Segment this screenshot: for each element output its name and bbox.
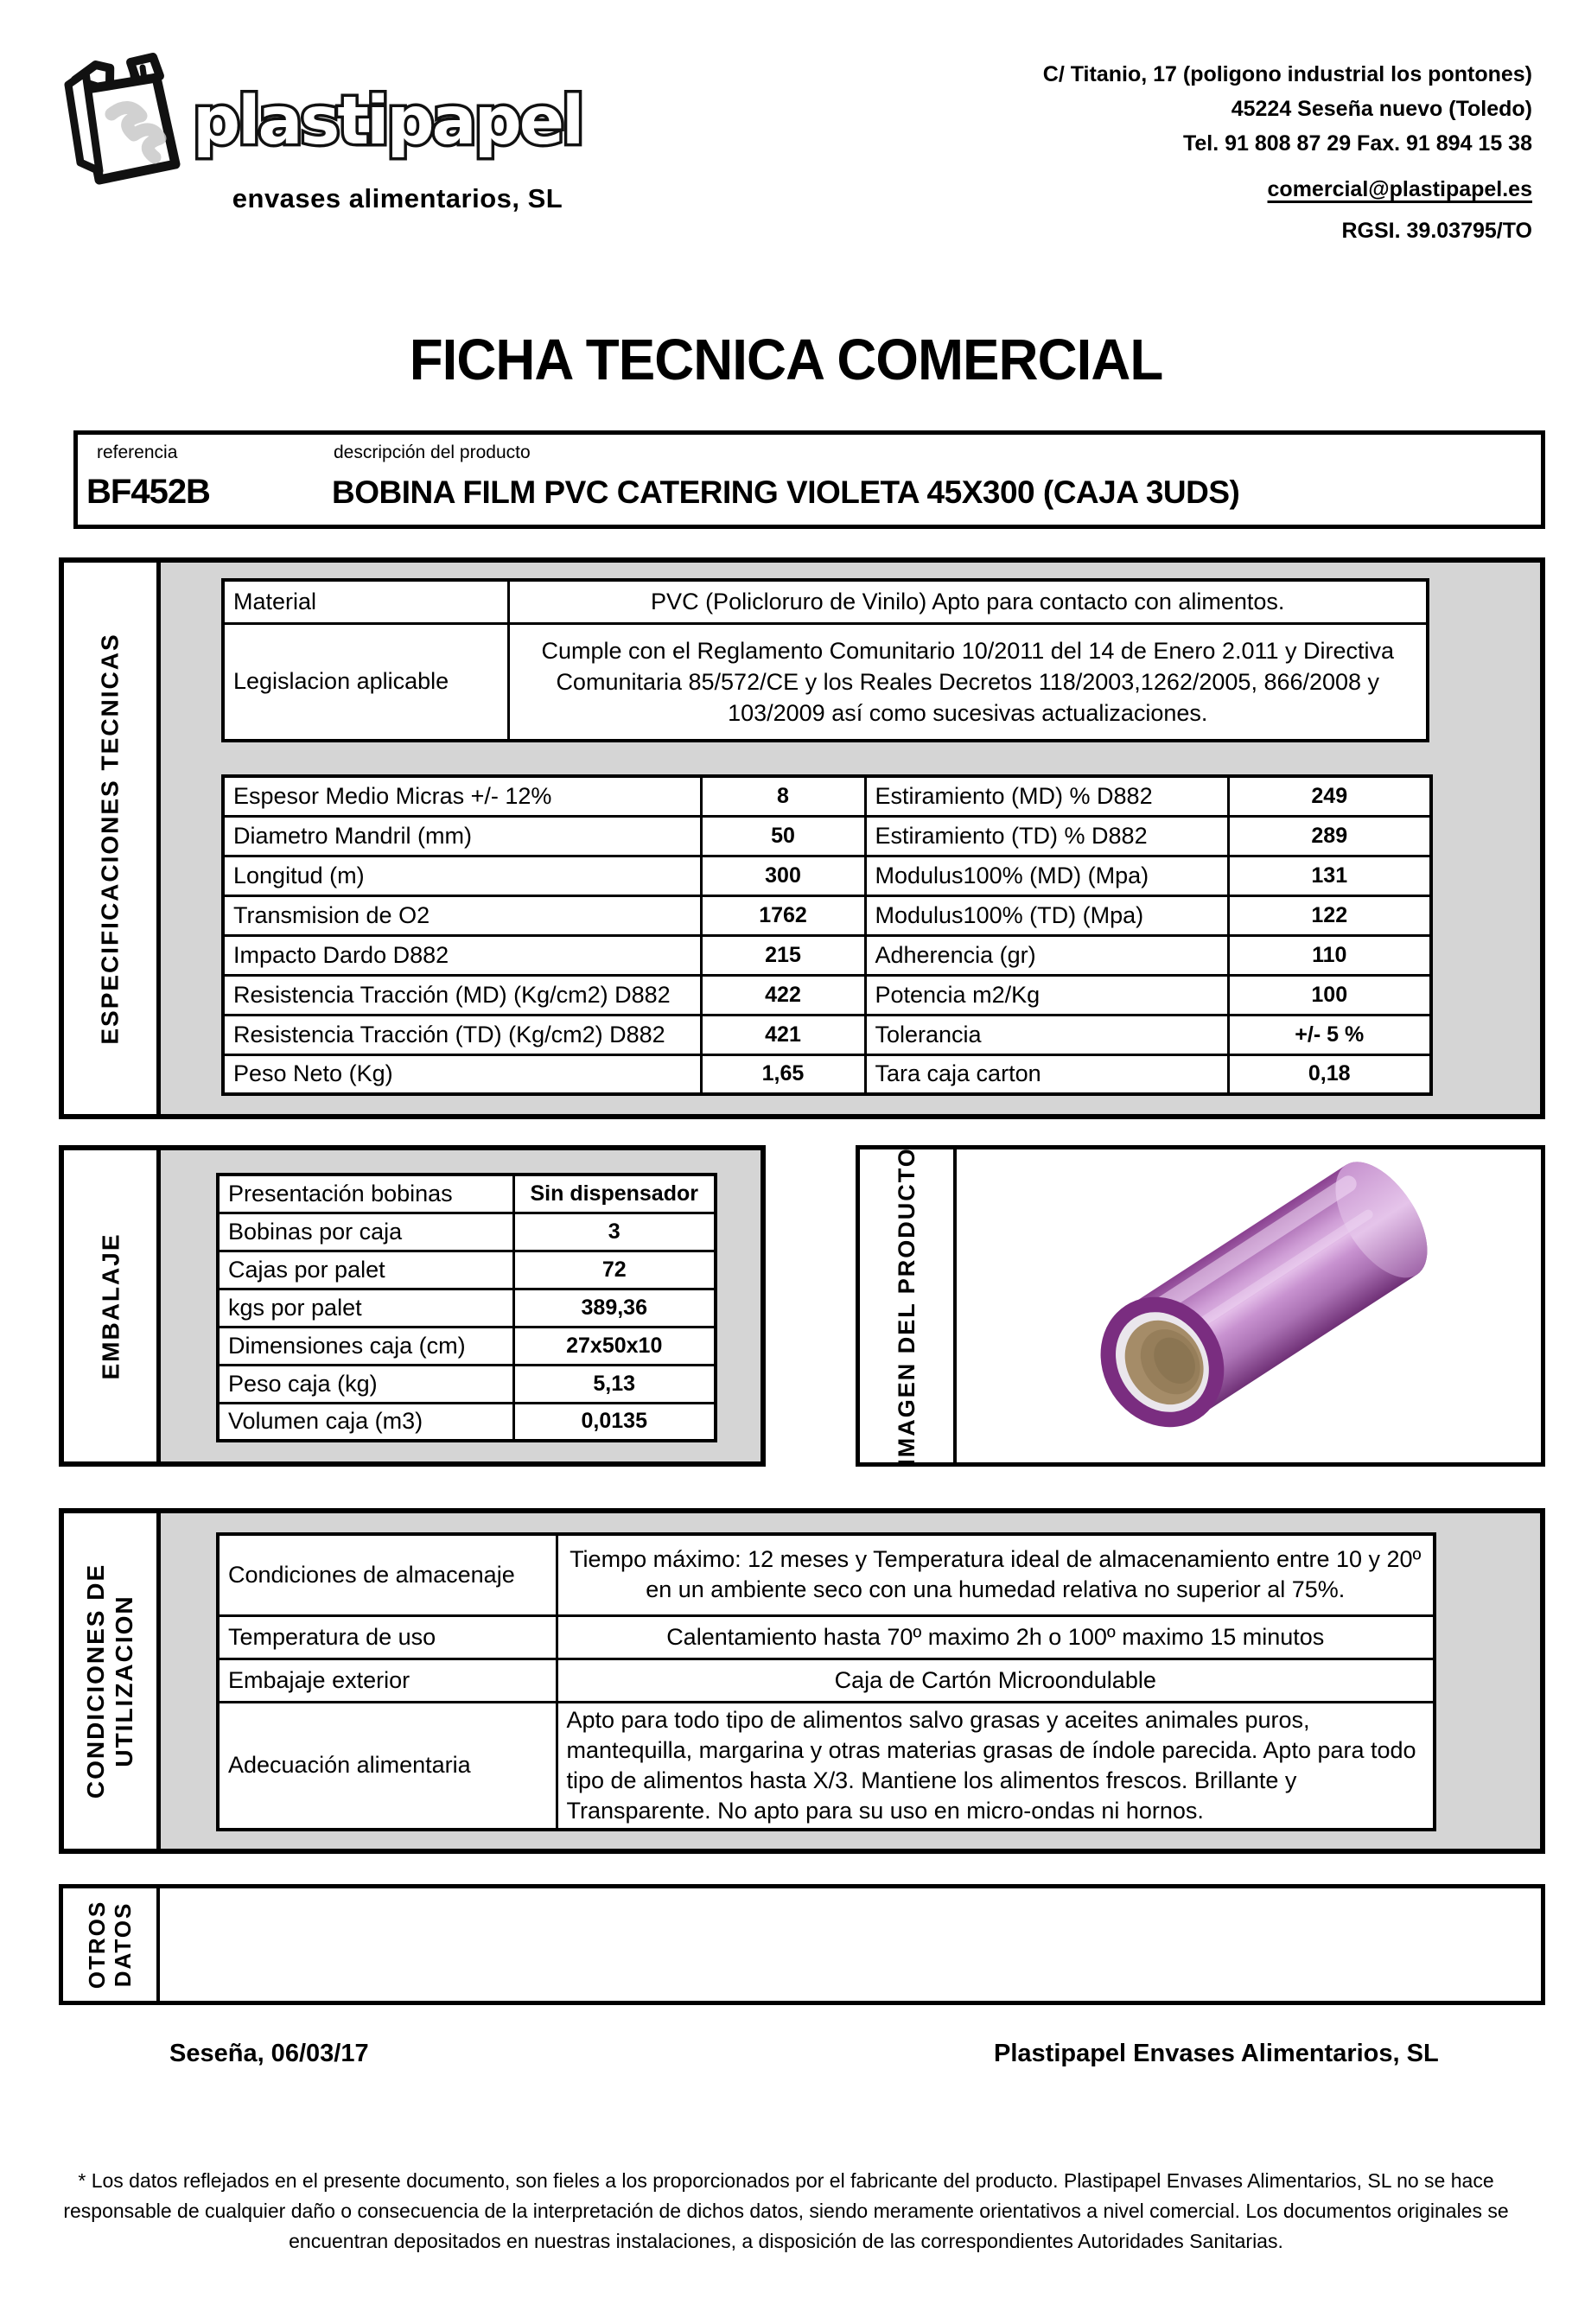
table-row [218, 1289, 716, 1327]
imagen-label-strip [860, 1146, 957, 1466]
otros-content [160, 1888, 1541, 2001]
table-row [218, 1702, 1435, 1830]
condiciones-label-line1: CONDICIONES DE [82, 1563, 110, 1799]
table-row [223, 856, 1431, 895]
embalaje-row-label: kgs por palet [218, 1289, 513, 1327]
embalaje-row-value: 0,0135 [513, 1403, 716, 1441]
table-row [223, 975, 1431, 1015]
condiciones-row-value: Calentamiento hasta 70º maximo 2h o 100º maximo 15 minutos [557, 1615, 1435, 1659]
spec-values-table [221, 774, 1433, 1096]
contact-block [1043, 57, 1532, 248]
spec-value: 8 [701, 776, 865, 816]
spec-label: Tolerancia [865, 1015, 1228, 1054]
embalaje-label-strip [64, 1150, 161, 1461]
material-value: PVC (Policloruro de Vinilo) Apto para contacto con alimentos. [508, 580, 1428, 623]
spec-label: Modulus100% (TD) (Mpa) [865, 895, 1228, 935]
embalaje-row-value: 3 [513, 1213, 716, 1251]
spec-label: Estiramiento (MD) % D882 [865, 776, 1228, 816]
condiciones-row-value: Tiempo máximo: 12 meses y Temperatura ideal de almacenamiento entre 10 y 20º en un ambiente seco con una humedad relativa no superior al 75%. [557, 1534, 1435, 1615]
especificaciones-content [161, 563, 1540, 1114]
description-label: descripción del producto [334, 443, 531, 462]
spec-value: 215 [701, 935, 865, 975]
section-embalaje [59, 1145, 766, 1467]
spec-label: Longitud (m) [223, 856, 701, 895]
embalaje-row-label: Cajas por palet [218, 1251, 513, 1289]
spec-value: +/- 5 % [1228, 1015, 1431, 1054]
product-photo [957, 1149, 1541, 1462]
spec-value: 300 [701, 856, 865, 895]
condiciones-row-label: Embajaje exterior [218, 1659, 557, 1702]
condiciones-row-value: Caja de Cartón Microondulable [557, 1659, 1435, 1702]
page-title: FICHA TECNICA COMERCIAL [409, 328, 1163, 392]
contact-email-link[interactable]: comercial@plastipapel.es [1267, 177, 1532, 201]
spec-label: Peso Neto (Kg) [223, 1054, 701, 1094]
spec-label: Transmision de O2 [223, 895, 701, 935]
contact-rgsi: RGSI. 39.03795/TO [1341, 219, 1532, 243]
section-imagen-producto [856, 1145, 1545, 1467]
company-logo [48, 33, 644, 187]
spec-value: 249 [1228, 776, 1431, 816]
condiciones-table [216, 1532, 1436, 1831]
embalaje-row-label: Peso caja (kg) [218, 1365, 513, 1403]
table-row [218, 1175, 716, 1213]
disclaimer-text: * Los datos reflejados en el presente documento, son fieles a los proporcionados por el fabricante del producto. Plastipapel Envases Alimentarios, SL no se hace responsable de cualquier daño o consecuencia de la interpretación de dichos datos, siendo meramente orientativos a nivel comercial. Los documentos originales se encuentran depositados en nuestras instalaciones, a disposición de las correspondientes Autoridades Sanitarias. [63, 2169, 1509, 2252]
especificaciones-label: ESPECIFICACIONES TECNICAS [97, 632, 124, 1045]
footer-company: Plastipapel Envases Alimentarios, SL [994, 2040, 1439, 2067]
otros-label [84, 1901, 136, 1989]
embalaje-row-label: Volumen caja (m3) [218, 1403, 513, 1441]
condiciones-label-line2: UTILIZACION [111, 1595, 138, 1767]
spec-value: 1,65 [701, 1054, 865, 1094]
spec-label: Tara caja carton [865, 1054, 1228, 1094]
spec-value: 131 [1228, 856, 1431, 895]
table-row [218, 1213, 716, 1251]
embalaje-row-value: 27x50x10 [513, 1327, 716, 1365]
section-otros-datos [59, 1884, 1545, 2005]
spec-label: Modulus100% (MD) (Mpa) [865, 856, 1228, 895]
condiciones-row-label: Temperatura de uso [218, 1615, 557, 1659]
condiciones-label [82, 1563, 139, 1799]
spec-value: 100 [1228, 975, 1431, 1015]
table-row [223, 1054, 1431, 1094]
condiciones-row-label: Adecuación alimentaria [218, 1702, 557, 1830]
spec-value: 0,18 [1228, 1054, 1431, 1094]
table-row [223, 895, 1431, 935]
spec-label: Impacto Dardo D882 [223, 935, 701, 975]
section-especificaciones [59, 557, 1545, 1119]
spec-label: Resistencia Tracción (TD) (Kg/cm2) D882 [223, 1015, 701, 1054]
embalaje-content [161, 1150, 761, 1461]
table-row [218, 1615, 1435, 1659]
embalaje-row-value: Sin dispensador [513, 1175, 716, 1213]
table-row [218, 1365, 716, 1403]
table-row [218, 1534, 1435, 1615]
section-condiciones [59, 1508, 1545, 1854]
otros-label-line1: OTROS [83, 1900, 110, 1990]
spec-label: Potencia m2/Kg [865, 975, 1228, 1015]
spec-label: Resistencia Tracción (MD) (Kg/cm2) D882 [223, 975, 701, 1015]
table-row [218, 1327, 716, 1365]
spec-value: 50 [701, 816, 865, 856]
contact-phone-fax: Tel. 91 808 87 29 Fax. 91 894 15 38 [1182, 131, 1532, 156]
spec-label: Adherencia (gr) [865, 935, 1228, 975]
table-row [218, 1251, 716, 1289]
spec-value: 122 [1228, 895, 1431, 935]
embalaje-table [216, 1173, 717, 1442]
spec-value: 289 [1228, 816, 1431, 856]
embalaje-row-value: 72 [513, 1251, 716, 1289]
condiciones-row-value: Apto para todo tipo de alimentos salvo grasas y aceites animales puros, mantequilla, margarina y otras materias grasas de índole parecida. Apto para todo tipo de alimentos hasta X/3. Mantiene los alimentos frescos. Brillante y Transparente. No apto para su uso en micro-ondas ni hornos. [557, 1702, 1435, 1830]
spec-label: Diametro Mandril (mm) [223, 816, 701, 856]
imagen-label: IMAGEN DEL PRODUCTO [893, 1146, 920, 1466]
spec-value: 422 [701, 975, 865, 1015]
spec-value: 421 [701, 1015, 865, 1054]
condiciones-label-strip [64, 1513, 161, 1849]
film-roll-image [972, 1155, 1525, 1457]
otros-label-line2: DATOS [109, 1901, 136, 1988]
embalaje-row-label: Dimensiones caja (cm) [218, 1327, 513, 1365]
embalaje-label: EMBALAJE [97, 1232, 124, 1380]
legislacion-value: Cumple con el Reglamento Comunitario 10/2011 del 14 de Enero 2.011 y Directiva Comunitaria 85/572/CE y los Reales Decretos 118/2003,1262/2005, 866/2008 y 103/2009 así como sucesivas actualizaciones. [508, 623, 1428, 741]
spec-label: Estiramiento (TD) % D882 [865, 816, 1228, 856]
spec-label: Espesor Medio Micras +/- 12% [223, 776, 701, 816]
especificaciones-label-strip [64, 563, 161, 1114]
otros-label-strip [63, 1888, 160, 2001]
spec-value: 1762 [701, 895, 865, 935]
material-table [221, 578, 1429, 742]
bag-icon [68, 57, 175, 180]
table-row [223, 816, 1431, 856]
embalaje-row-value: 5,13 [513, 1365, 716, 1403]
table-row [223, 1015, 1431, 1054]
spec-value: 110 [1228, 935, 1431, 975]
contact-address-line2: 45224 Seseña nuevo (Toledo) [1231, 97, 1532, 121]
legislacion-label: Legislacion aplicable [223, 623, 508, 741]
table-row [218, 1659, 1435, 1702]
imagen-content [957, 1149, 1541, 1462]
embalaje-row-label: Bobinas por caja [218, 1213, 513, 1251]
contact-address-line1: C/ Titanio, 17 (poligono industrial los pontones) [1042, 62, 1532, 86]
reference-box [73, 430, 1545, 529]
brand-text: plastipapel [193, 83, 582, 160]
product-description: BOBINA FILM PVC CATERING VIOLETA 45X300 (CAJA 3UDS) [332, 474, 1240, 510]
embalaje-row-label: Presentación bobinas [218, 1175, 513, 1213]
reference-value: BF452B [86, 473, 210, 511]
table-row [223, 776, 1431, 816]
brand-subtitle: envases alimentarios, SL [232, 183, 563, 213]
material-label: Material [223, 580, 508, 623]
table-row [223, 935, 1431, 975]
condiciones-row-label: Condiciones de almacenaje [218, 1534, 557, 1615]
reference-label: referencia [97, 443, 178, 462]
logo-graphic [48, 33, 644, 187]
condiciones-content [161, 1513, 1540, 1849]
table-row [218, 1403, 716, 1441]
footer-date: Seseña, 06/03/17 [169, 2040, 369, 2067]
embalaje-row-value: 389,36 [513, 1289, 716, 1327]
